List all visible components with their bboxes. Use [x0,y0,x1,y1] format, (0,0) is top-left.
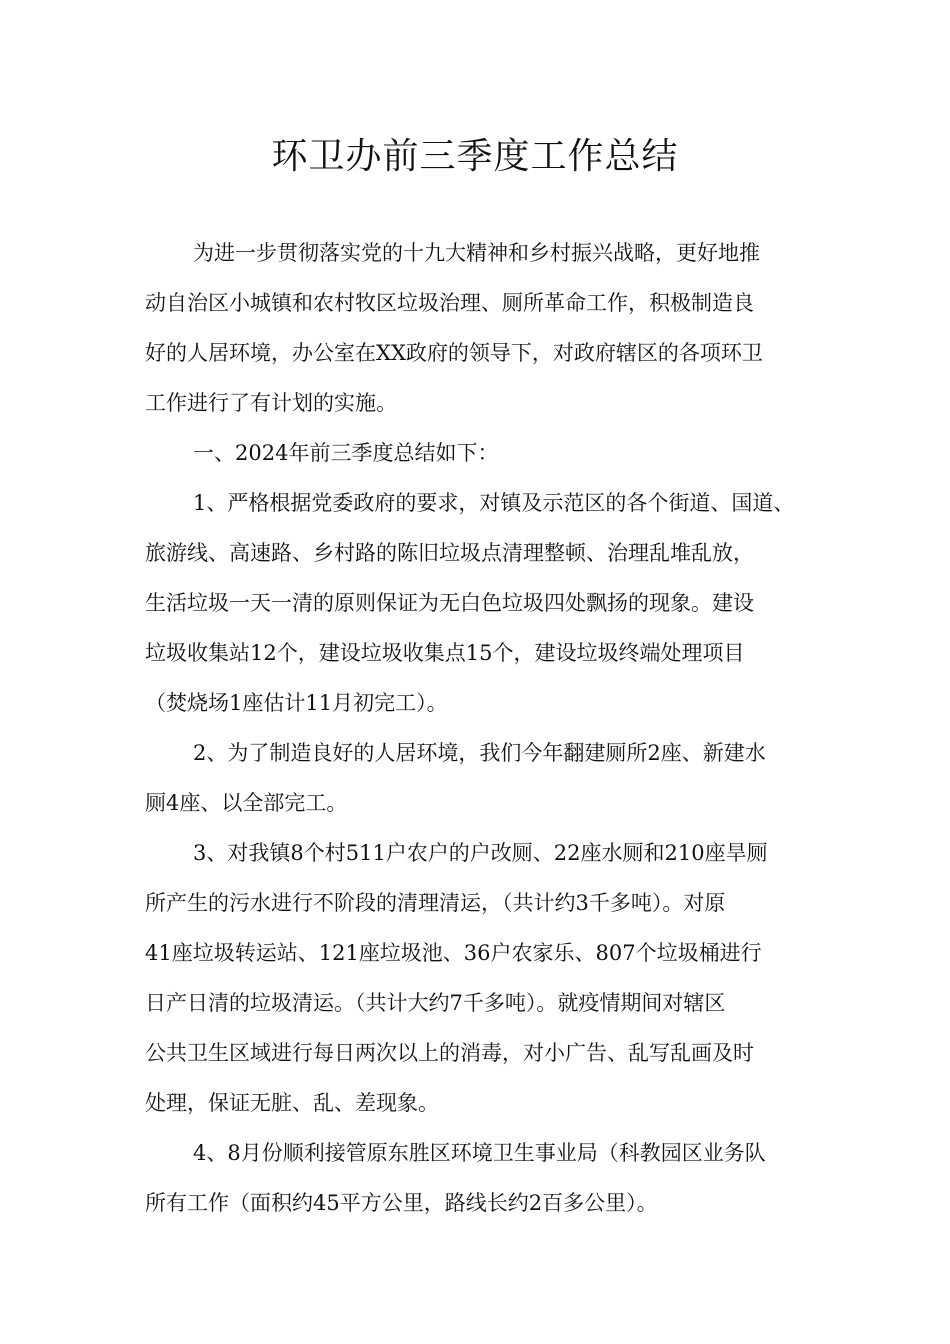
text-line: 1、严格根据党委政府的要求，对镇及示范区的各个街道、国道、 [193,491,795,515]
text-line: 动自治区小城镇和农村牧区垃圾治理、厕所革命工作，积极制造良 [145,291,754,315]
text-line: 生活垃圾一天一清的原则保证为无白色垃圾四处飘扬的现象。建设 [145,591,754,615]
section-heading: 一、2024年前三季度总结如下： [193,441,499,465]
document-title: 环卫办前三季度工作总结 [271,136,679,177]
text-line: 41座垃圾转运站、121座垃圾池、36户农家乐、807个垃圾桶进行 [145,941,762,965]
text-line: 公共卫生区域进行每日两次以上的消毒，对小广告、乱写乱画及时 [145,1041,754,1065]
text-line: 为进一步贯彻落实党的十九大精神和乡村振兴战略，更好地推 [193,241,760,265]
text-line: 日产日清的垃圾清运。（共计大约7千多吨）。就疫情期间对辖区 [145,991,726,1015]
text-line: 所产生的污水进行不阶段的清理清运，（共计约3千多吨）。对原 [145,891,726,915]
text-line: 2、为了制造良好的人居环境，我们今年翻建厕所2座、新建水 [193,741,766,765]
text-line: 工作进行了有计划的实施。 [145,391,397,415]
document-body [145,228,825,1228]
text-line: 旅游线、高速路、乡村路的陈旧垃圾点清理整顿、治理乱堆乱放， [145,541,754,565]
text-line: 所有工作（面积约45平方公里，路线长约2百多公里）。 [145,1191,658,1215]
text-line: 好的人居环境，办公室在XX政府的领导下，对政府辖区的各项环卫 [145,341,763,365]
text-line: 处理，保证无脏、乱、差现象。 [145,1091,439,1115]
text-line: 4、8月份顺利接管原东胜区环境卫生事业局（科教园区业务队 [193,1141,766,1165]
text-line: 厕4座、以全部完工。 [145,791,348,815]
text-line: 垃圾收集站12个，建设垃圾收集点15个，建设垃圾终端处理项目 [145,641,745,665]
text-line: （焚烧场1座估计11月初完工）。 [145,691,448,715]
text-line: 3、对我镇8个村511户农户的户改厕、22座水厕和210座旱厕 [193,841,768,865]
